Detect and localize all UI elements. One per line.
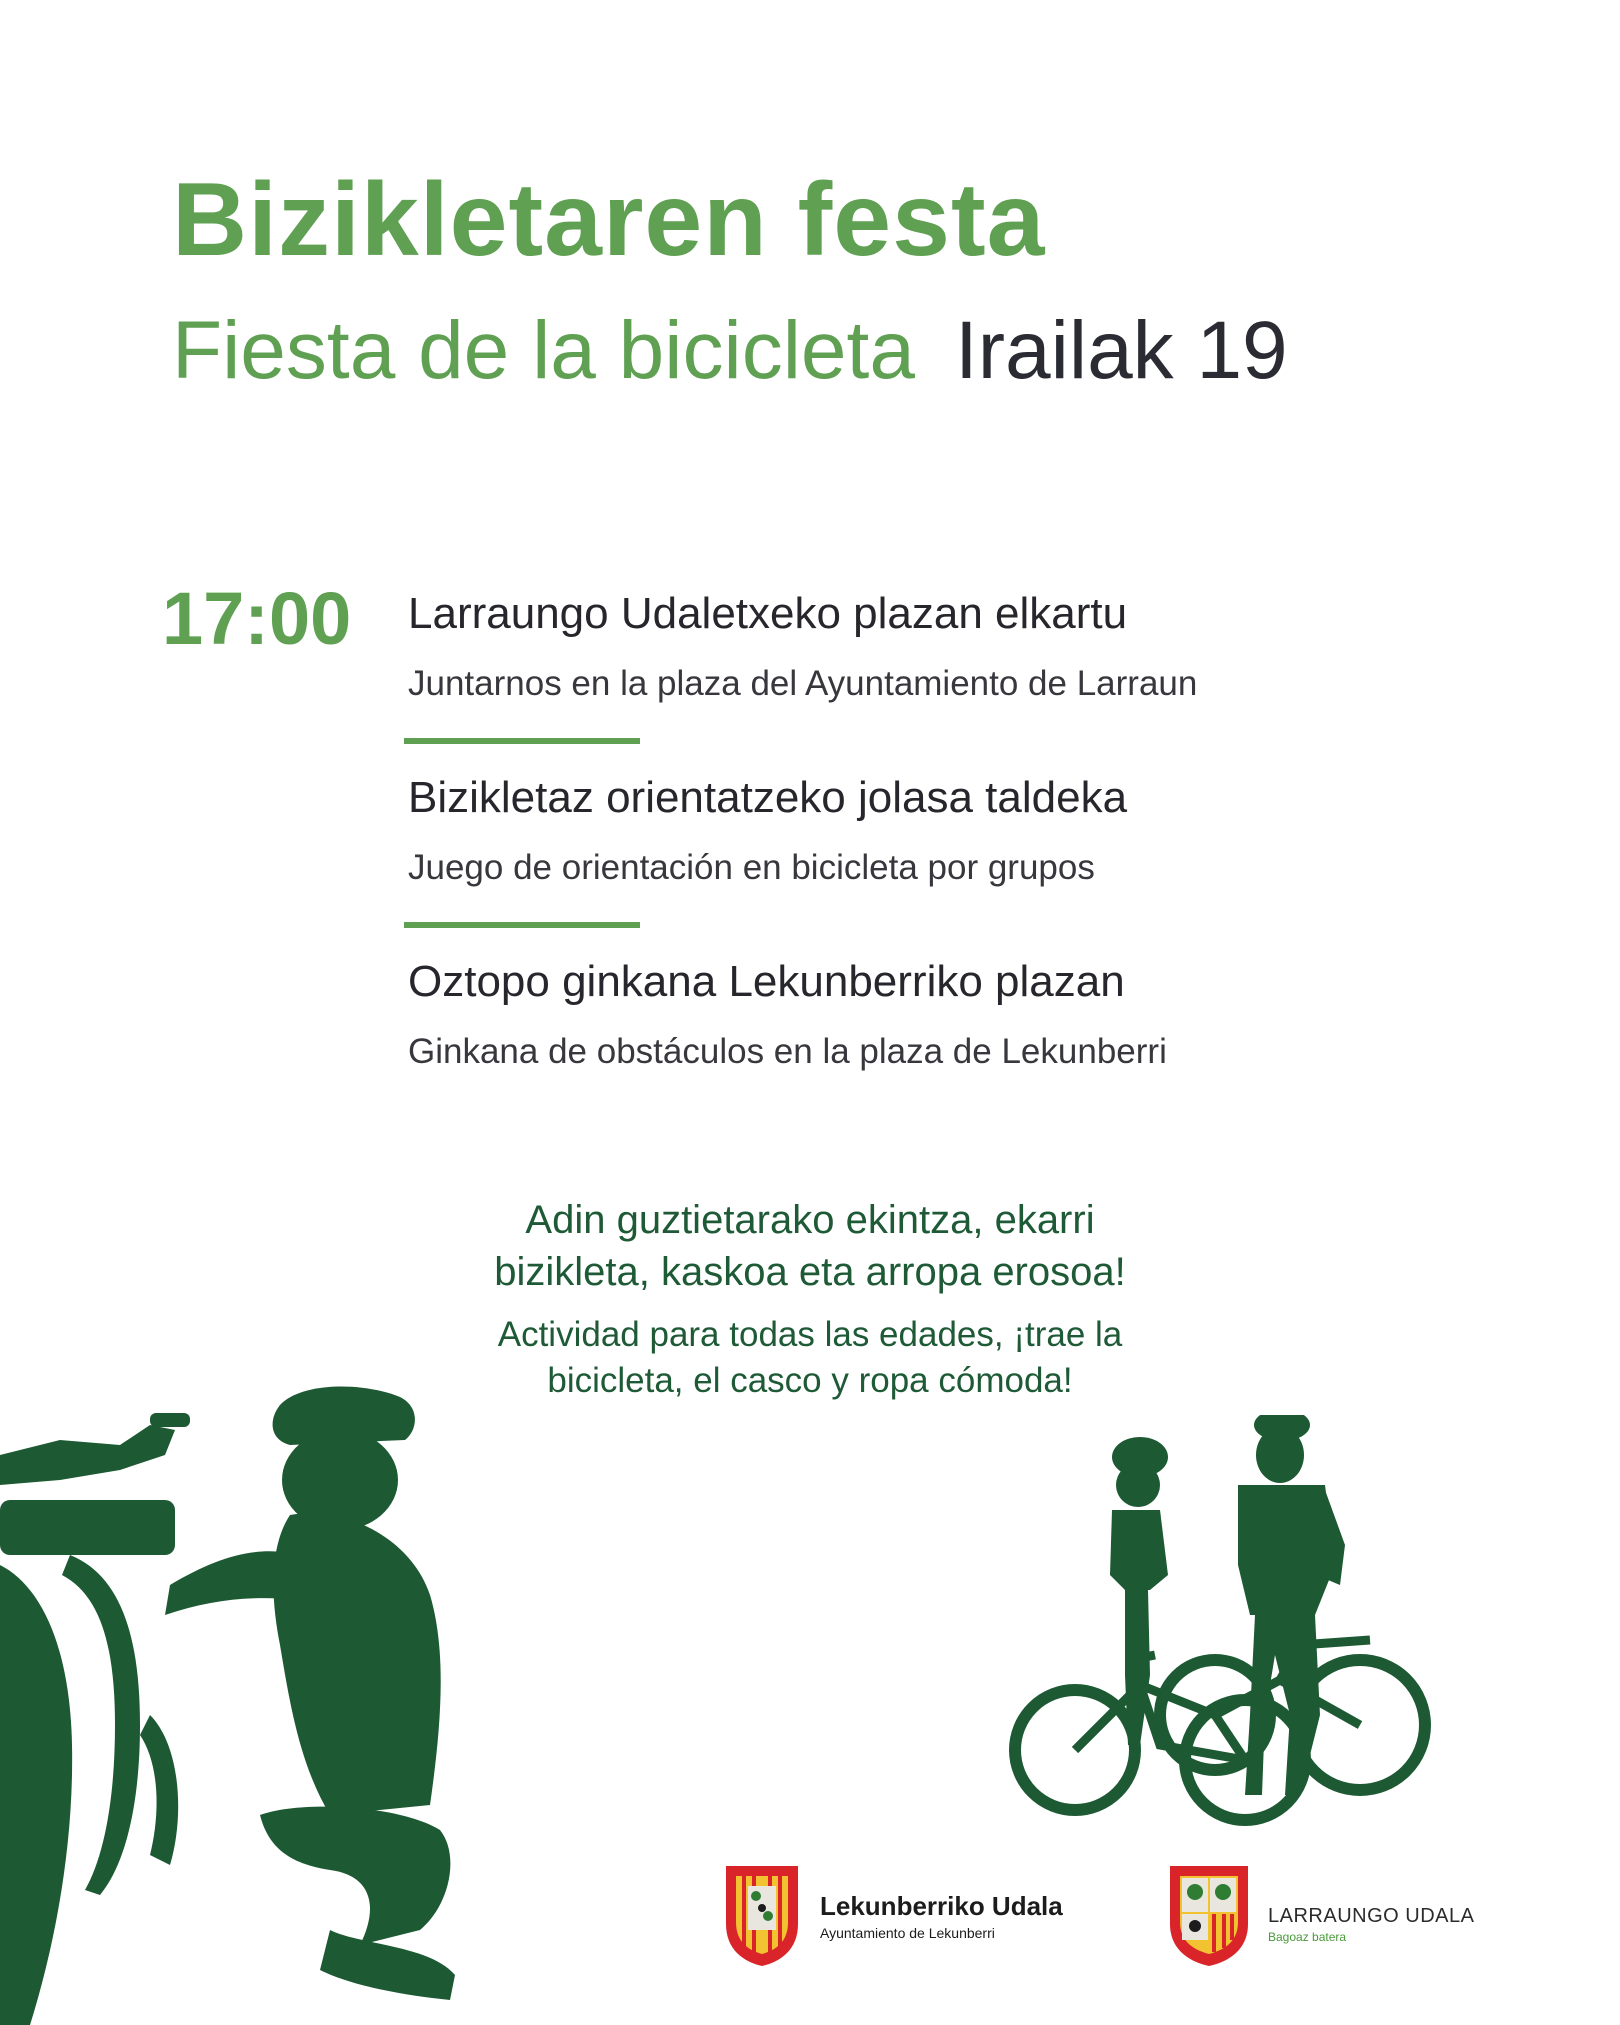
schedule-item [408, 957, 1408, 1071]
subtitle-row [172, 305, 1288, 396]
lekunberri-coat-of-arms-icon [722, 1862, 802, 1968]
larraun-coat-of-arms-icon [1166, 1862, 1252, 1968]
note-spanish-line: bicicleta, el casco y ropa cómoda! [547, 1361, 1073, 1400]
activity-basque: Larraungo Udaletxeko plazan elkartu [408, 589, 1128, 638]
note-basque [0, 1194, 1620, 1298]
lekunberri-logo-text [820, 1893, 1063, 1941]
separator-line [404, 738, 640, 744]
note-spanish-line: Actividad para todas las edades, ¡trae la [497, 1315, 1123, 1354]
activity-basque: Bizikletaz orientatzeko jolasa taldeka [408, 773, 1128, 822]
two-children-bicycles-illustration [1000, 1415, 1440, 1835]
note-basque-line: Adin guztietarako ekintza, ekarri [525, 1198, 1095, 1242]
schedule-item [408, 589, 1408, 703]
larraun-logo-text [1268, 1906, 1474, 1944]
larraun-slogan: Bagoaz batera [1268, 1930, 1347, 1944]
schedule-list [408, 589, 1408, 1071]
activity-spanish: Juego de orientación en bicicleta por grupos [408, 848, 1095, 887]
poster-title: Bizikletaren festa [172, 162, 1046, 278]
lekunberri-subtitle: Ayuntamiento de Lekunberri [820, 1925, 995, 1941]
activity-spanish: Juntarnos en la plaza del Ayuntamiento de Larraun [408, 664, 1198, 703]
schedule-item [408, 773, 1408, 887]
child-with-bicycle-illustration [0, 1385, 470, 2025]
note-basque-line: bizikleta, kaskoa eta arropa erosoa! [494, 1250, 1126, 1294]
event-date: Irailak 19 [954, 305, 1288, 396]
activity-spanish: Ginkana de obstáculos en la plaza de Lekunberri [408, 1032, 1167, 1071]
activity-basque: Oztopo ginkana Lekunberriko plazan [408, 957, 1125, 1006]
event-time: 17:00 [162, 577, 352, 660]
separator-line [404, 922, 640, 928]
larraun-name: LARRAUNGO UDALA [1268, 1905, 1475, 1927]
poster-subtitle: Fiesta de la bicicleta [172, 305, 915, 396]
lekunberri-name: Lekunberriko Udala [820, 1891, 1063, 1921]
